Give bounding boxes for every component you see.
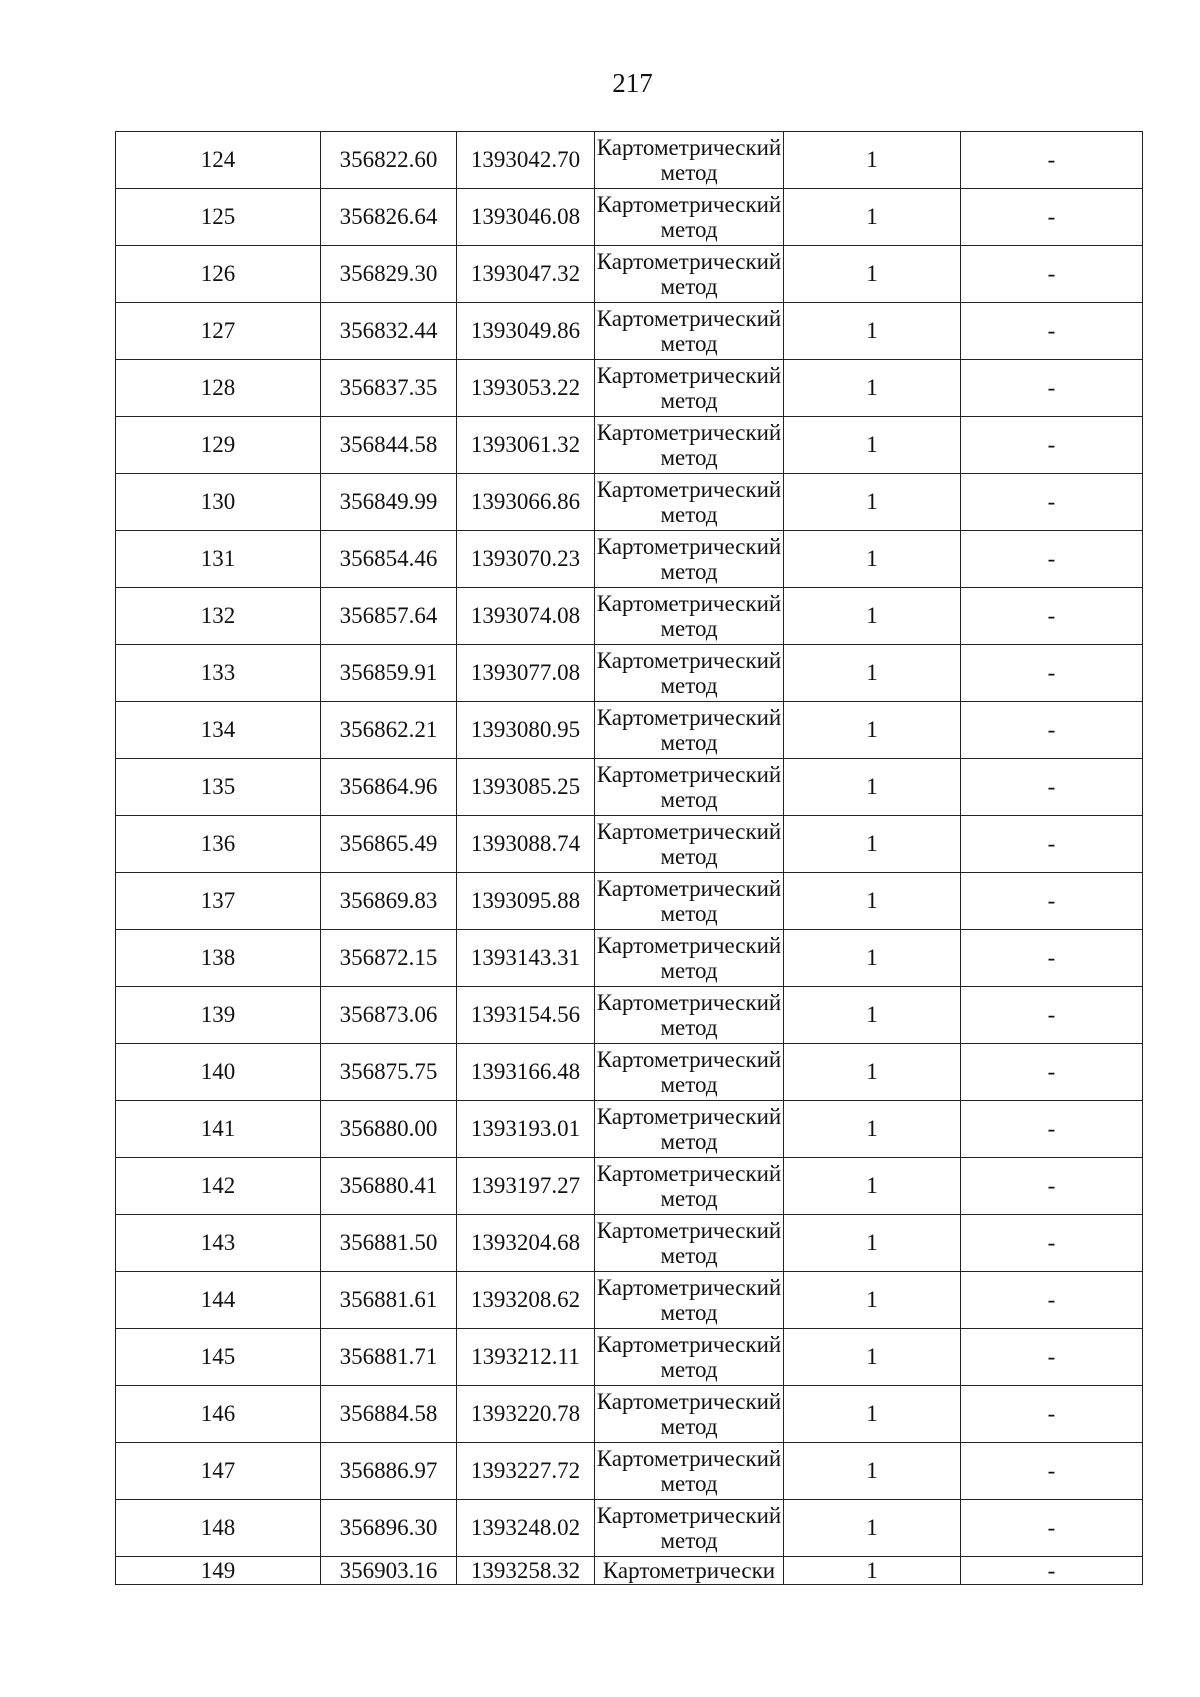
accuracy-cell: 1 [784,987,961,1044]
note-cell: - [961,1215,1143,1272]
accuracy-cell: 1 [784,1158,961,1215]
x-coordinate-cell: 356869.83 [321,873,457,930]
method-cell: Картометрически​й метод [595,531,784,588]
x-coordinate-cell: 356829.30 [321,246,457,303]
note-cell: - [961,1386,1143,1443]
note-cell: - [961,930,1143,987]
table-row [116,1158,1143,1215]
y-coordinate-cell: 1393061.32 [457,417,595,474]
table-row [116,360,1143,417]
x-coordinate-cell: 356881.50 [321,1215,457,1272]
point-number-cell: 133 [116,645,321,702]
x-coordinate-cell: 356880.41 [321,1158,457,1215]
method-cell: Картометрически​й метод [595,1443,784,1500]
table-row [116,1272,1143,1329]
note-cell: - [961,816,1143,873]
point-number-cell: 127 [116,303,321,360]
table-row [116,1500,1143,1557]
y-coordinate-cell: 1393088.74 [457,816,595,873]
method-cell: Картометрически​й метод [595,1158,784,1215]
note-cell: - [961,1329,1143,1386]
y-coordinate-cell: 1393227.72 [457,1443,595,1500]
note-cell: - [961,360,1143,417]
point-number-cell: 146 [116,1386,321,1443]
table-row [116,873,1143,930]
accuracy-cell: 1 [784,1557,961,1585]
y-coordinate-cell: 1393248.02 [457,1500,595,1557]
table-row [116,1557,1143,1585]
x-coordinate-cell: 356865.49 [321,816,457,873]
point-number-cell: 129 [116,417,321,474]
accuracy-cell: 1 [784,1101,961,1158]
note-cell: - [961,987,1143,1044]
x-coordinate-cell: 356849.99 [321,474,457,531]
accuracy-cell: 1 [784,759,961,816]
table-row [116,702,1143,759]
table-row [116,816,1143,873]
x-coordinate-cell: 356822.60 [321,132,457,189]
note-cell: - [961,873,1143,930]
accuracy-cell: 1 [784,1443,961,1500]
x-coordinate-cell: 356844.58 [321,417,457,474]
method-cell: Картометрически​й метод [595,1500,784,1557]
page-number: 217 [612,68,653,98]
y-coordinate-cell: 1393066.86 [457,474,595,531]
note-cell: - [961,531,1143,588]
note-cell: - [961,303,1143,360]
y-coordinate-cell: 1393047.32 [457,246,595,303]
table-row [116,303,1143,360]
note-cell: - [961,1557,1143,1585]
coordinates-table [115,131,1143,1585]
x-coordinate-cell: 356880.00 [321,1101,457,1158]
point-number-cell: 128 [116,360,321,417]
point-number-cell: 138 [116,930,321,987]
table-row [116,474,1143,531]
method-cell: Картометрически​й метод [595,246,784,303]
table-row [116,987,1143,1044]
table-row [116,588,1143,645]
y-coordinate-cell: 1393258.32 [457,1557,595,1585]
y-coordinate-cell: 1393204.68 [457,1215,595,1272]
point-number-cell: 132 [116,588,321,645]
point-number-cell: 147 [116,1443,321,1500]
point-number-cell: 136 [116,816,321,873]
accuracy-cell: 1 [784,702,961,759]
accuracy-cell: 1 [784,1500,961,1557]
accuracy-cell: 1 [784,1386,961,1443]
coordinates-table-body [116,132,1143,1585]
method-cell: Картометрически​й метод [595,588,784,645]
point-number-cell: 149 [116,1557,321,1585]
x-coordinate-cell: 356903.16 [321,1557,457,1585]
accuracy-cell: 1 [784,816,961,873]
point-number-cell: 139 [116,987,321,1044]
method-cell: Картометрически​й метод [595,417,784,474]
y-coordinate-cell: 1393080.95 [457,702,595,759]
accuracy-cell: 1 [784,645,961,702]
x-coordinate-cell: 356881.71 [321,1329,457,1386]
method-cell: Картометрически​й метод [595,1329,784,1386]
y-coordinate-cell: 1393074.08 [457,588,595,645]
y-coordinate-cell: 1393053.22 [457,360,595,417]
accuracy-cell: 1 [784,930,961,987]
note-cell: - [961,246,1143,303]
x-coordinate-cell: 356896.30 [321,1500,457,1557]
note-cell: - [961,417,1143,474]
y-coordinate-cell: 1393085.25 [457,759,595,816]
note-cell: - [961,189,1143,246]
accuracy-cell: 1 [784,246,961,303]
point-number-cell: 143 [116,1215,321,1272]
y-coordinate-cell: 1393212.11 [457,1329,595,1386]
accuracy-cell: 1 [784,531,961,588]
x-coordinate-cell: 356859.91 [321,645,457,702]
note-cell: - [961,588,1143,645]
point-number-cell: 141 [116,1101,321,1158]
y-coordinate-cell: 1393166.48 [457,1044,595,1101]
y-coordinate-cell: 1393143.31 [457,930,595,987]
table-row [116,930,1143,987]
accuracy-cell: 1 [784,417,961,474]
y-coordinate-cell: 1393077.08 [457,645,595,702]
method-cell: Картометрически​й метод [595,645,784,702]
accuracy-cell: 1 [784,189,961,246]
point-number-cell: 137 [116,873,321,930]
x-coordinate-cell: 356886.97 [321,1443,457,1500]
method-cell: Картометрически​й метод [595,189,784,246]
accuracy-cell: 1 [784,1272,961,1329]
x-coordinate-cell: 356864.96 [321,759,457,816]
note-cell: - [961,702,1143,759]
note-cell: - [961,1272,1143,1329]
method-cell: Картометрически​й метод [595,132,784,189]
note-cell: - [961,1158,1143,1215]
y-coordinate-cell: 1393193.01 [457,1101,595,1158]
point-number-cell: 148 [116,1500,321,1557]
method-cell: Картометрически​й метод [595,873,784,930]
method-cell: Картометрически​й метод [595,1101,784,1158]
note-cell: - [961,1044,1143,1101]
x-coordinate-cell: 356862.21 [321,702,457,759]
point-number-cell: 135 [116,759,321,816]
method-cell: Картометрически​й метод [595,474,784,531]
table-row [116,189,1143,246]
table-row [116,246,1143,303]
table-row [116,759,1143,816]
accuracy-cell: 1 [784,1329,961,1386]
note-cell: - [961,759,1143,816]
method-cell: Картометрически​й метод [595,1386,784,1443]
y-coordinate-cell: 1393220.78 [457,1386,595,1443]
accuracy-cell: 1 [784,873,961,930]
method-cell: Картометрически​й метод [595,303,784,360]
point-number-cell: 140 [116,1044,321,1101]
x-coordinate-cell: 356872.15 [321,930,457,987]
method-cell: Картометрически​й метод [595,816,784,873]
accuracy-cell: 1 [784,303,961,360]
table-row [116,531,1143,588]
point-number-cell: 125 [116,189,321,246]
accuracy-cell: 1 [784,1215,961,1272]
x-coordinate-cell: 356873.06 [321,987,457,1044]
table-row [116,132,1143,189]
note-cell: - [961,1101,1143,1158]
y-coordinate-cell: 1393095.88 [457,873,595,930]
accuracy-cell: 1 [784,132,961,189]
point-number-cell: 144 [116,1272,321,1329]
table-row [116,1101,1143,1158]
point-number-cell: 124 [116,132,321,189]
point-number-cell: 145 [116,1329,321,1386]
note-cell: - [961,1500,1143,1557]
y-coordinate-cell: 1393042.70 [457,132,595,189]
x-coordinate-cell: 356857.64 [321,588,457,645]
method-cell: Картометрически​й метод [595,987,784,1044]
method-cell: Картометрически​й метод [595,1272,784,1329]
x-coordinate-cell: 356884.58 [321,1386,457,1443]
x-coordinate-cell: 356832.44 [321,303,457,360]
x-coordinate-cell: 356837.35 [321,360,457,417]
table-row [116,417,1143,474]
y-coordinate-cell: 1393208.62 [457,1272,595,1329]
point-number-cell: 134 [116,702,321,759]
method-cell: Картометрически​й метод [595,1215,784,1272]
y-coordinate-cell: 1393049.86 [457,303,595,360]
y-coordinate-cell: 1393070.23 [457,531,595,588]
point-number-cell: 126 [116,246,321,303]
point-number-cell: 142 [116,1158,321,1215]
accuracy-cell: 1 [784,588,961,645]
y-coordinate-cell: 1393046.08 [457,189,595,246]
y-coordinate-cell: 1393154.56 [457,987,595,1044]
note-cell: - [961,645,1143,702]
x-coordinate-cell: 356854.46 [321,531,457,588]
method-cell: Картометрически​й метод [595,702,784,759]
accuracy-cell: 1 [784,1044,961,1101]
accuracy-cell: 1 [784,360,961,417]
x-coordinate-cell: 356875.75 [321,1044,457,1101]
point-number-cell: 130 [116,474,321,531]
table-row [116,1386,1143,1443]
y-coordinate-cell: 1393197.27 [457,1158,595,1215]
method-cell: Картометрически​й метод [595,759,784,816]
method-cell: Картометрически [595,1557,784,1585]
point-number-cell: 131 [116,531,321,588]
method-cell: Картометрически​й метод [595,930,784,987]
table-row [116,1329,1143,1386]
note-cell: - [961,1443,1143,1500]
accuracy-cell: 1 [784,474,961,531]
x-coordinate-cell: 356826.64 [321,189,457,246]
table-row [116,645,1143,702]
method-cell: Картометрически​й метод [595,1044,784,1101]
note-cell: - [961,474,1143,531]
table-row [116,1443,1143,1500]
method-cell: Картометрически​й метод [595,360,784,417]
table-row [116,1044,1143,1101]
x-coordinate-cell: 356881.61 [321,1272,457,1329]
note-cell: - [961,132,1143,189]
table-row [116,1215,1143,1272]
